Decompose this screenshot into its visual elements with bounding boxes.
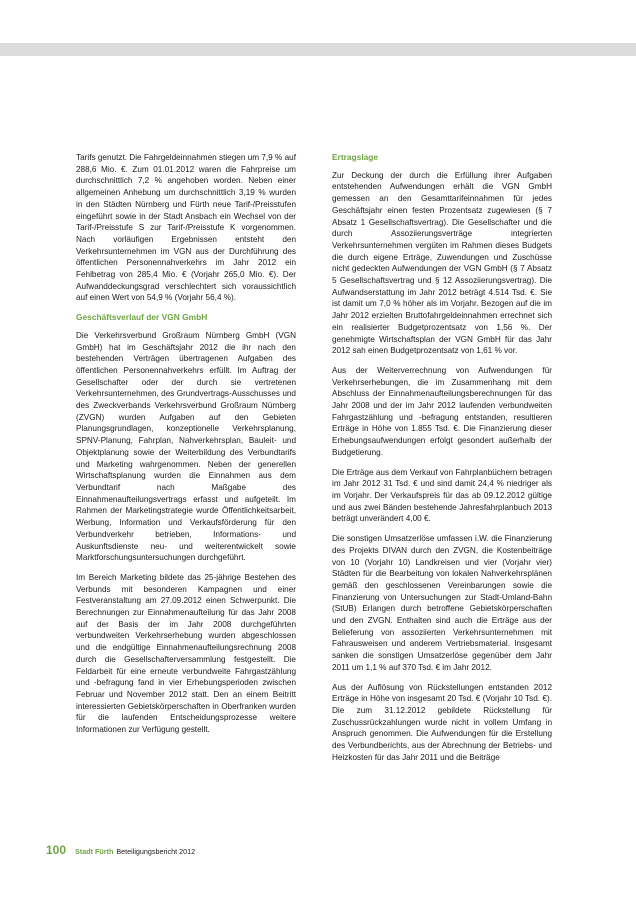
page-footer [46, 843, 195, 857]
body-paragraph: Die Erträge aus dem Verkauf von Fahrplanbüchern betragen im Jahr 2012 31 Tsd. € und sind damit 24,4 % niedriger als im Vorjahr. Der Verkaufspreis für das ab 09.12.2012 gültige und aus zwei Bänden bestehende Jahresfahrplanbuch 2013 beträgt unverändert 4,00 €. [332, 467, 552, 524]
right-column [332, 152, 552, 771]
left-column [76, 152, 296, 744]
page-number: 100 [46, 843, 67, 857]
footer-report-title: Beteiligungsbericht 2012 [116, 847, 196, 856]
footer-city: Stadt Fürth [75, 847, 114, 856]
header-band [0, 43, 636, 56]
section-heading-geschaeftsverlauf: Geschäftsverlauf der VGN GmbH [76, 312, 208, 323]
body-paragraph: Die sonstigen Umsatzerlöse umfassen i.W. die Finanzierung des Projekts DIVAN durch den ZVGN, die Kostenbeiträge von 10 (Vorjahr 10) Landkreisen und vier (Vorjahr vier) Städten für die Bearbeitung von lokalen Nahverkehrsplänen gemäß den geschlossenen Vereinbarungen sowie die Finanzierung von Untersuchungen zur Stadt-Umland-Bahn (StUB) Erlangen durch betroffene Gebietskörperschaften und den ZVGN. Enthalten sind auch die Erträge aus der Belieferung von assoziierten Verkehrsunternehmen mit Fahrausweisen und anderem Vertriebsmaterial. Insgesamt sanken die sonstigen Umsatzerlöse gegenüber dem Jahr 2011 um 1,1 % auf 370 Tsd. € im Jahr 2012. [332, 534, 552, 672]
body-paragraph: Die Verkehrsverbund Großraum Nürnberg GmbH (VGN GmbH) hat im Geschäftsjahr 2012 die ihr nach den bestehenden Verträgen übertragenen Aufgaben des öffentlichen Personennahverkehrs erfüllt. Im Auftrag der Gesellschafter oder der durch sie vertretenen Verkehrsunternehmen, des Grundvertrags-Ausschusses und des Zweckverbands Verkehrsverbund Großraum Nürnberg (ZVGN) wurden Aufgaben auf den Gebieten Planungsgrundlagen, konzeptionelle Verkehrsplanung, SPNV-Planung, Fahrplan, Nahverkehrsplan, Bauleit- und Objektplanung sowie der Weiterbildung des Verbundtarifs und Marketing wahrgenommen. Neben der generellen Wirtschaftsplanung wurden die Einnahmen aus dem Verbundtarif nach Maßgabe des Einnahmenaufteilungsvertrags erfasst und aufgeteilt. Im Rahmen der Marketingstrategie wurde Öffentlichkeitsarbeit, Werbung, Information und Verkaufsförderung für den Verbundverkehr betrieben, Informations- und Auskunftsdienste neu- und weiterentwickelt sowie Marktforschungsuntersuchungen durchgeführt. [76, 330, 296, 563]
body-paragraph: Aus der Weiterverrechnung von Aufwendungen für Verkehrserhebungen, die im Zusammenhang mit dem Abschluss der Einnahmenaufteilungsberechnungen für das Jahr 2008 und der im Jahr 2012 laufenden verbundweiten Fahrgastzählung und -befragung entstanden, resultieren Erträge in Höhe von 1.855 Tsd. €. Die Finanzierung dieser Erhebungsaufwendungen erfolgt gesondert außerhalb der Budgetierung. [332, 365, 552, 457]
body-paragraph: Zur Deckung der durch die Erfüllung ihrer Aufgaben entstehenden Aufwendungen erhält die VGN GmbH gemessen an den Gesamttarifeinnahmen für jedes Geschäftsjahr einen festen Prozentsatz zugewiesen (§ 7 Absatz 1 Gesellschaftsvertrag). Die Gesellschafter und die durch Assoziierungsverträge integrierten Verkehrsunternehmen vergüten im Rahmen dieses Budgets die durch eigene Erträge, Zuwendungen und Zuschüsse nicht gedeckten Aufwendungen der VGN GmbH (§ 7 Absatz 5 Gesellschaftsvertrag und § 12 Assoziierungsvertrag). Die Aufwandserstattung im Jahr 2012 beträgt 4.514 Tsd. €. Sie ist damit um 7,0 % höher als im Vorjahr. Bezogen auf die im Jahr 2012 erzielten Bruttofahrgeldeinnahmen errechnet sich ein realisierter Budgetprozentsatz von 1,56 %. Der genehmigte Wirtschaftsplan der VGN GmbH für das Jahr 2012 sah einen Budgetprozentsatz von 1,61 % vor. [332, 170, 552, 356]
body-paragraph: Im Bereich Marketing bildete das 25-jährige Bestehen des Verbunds mit besonderen Kampagnen und einer Festveranstaltung am 27.09.2012 einen Schwerpunkt. Die Berechnungen zur Einnahmenaufteilung für das Jahr 2008 auf der Basis der im Jahr 2008 durchgeführten verbundweiten Verkehrserhebung wurden abgeschlossen und die endgültige Einnahmenaufteilungsrechnung 2008 durch die Gesellschafterversammlung festgestellt. Die Feldarbeit für eine erneute verbundweite Fahrgastzählung und -befragung fand in vier Erhebungsperioden zwischen Februar und November 2012 statt. Den an einem Beitritt interessierten Gebietskörperschaften in Oberfranken wurden für die laufenden Entscheidungsprozesse weitere Informationen zur Verfügung gestellt. [76, 572, 296, 735]
intro-paragraph: Tarifs genutzt. Die Fahrgeldeinnahmen stiegen um 7,9 % auf 288,6 Mio. €. Zum 01.01.2012 waren die Fahrpreise um durchschnittlich 7,2 % angehoben worden. Neben einer allgemeinen Anhebung um durchschnittlich 3,19 % wurden in den Städten Nürnberg und Fürth neue Tarif-/Preisstufen eingeführt sowie in der Stadt Ansbach ein Wechsel von der Tarif-/Preisstufe S zur Tarif-/Preisstufe K vorgenommen. Nach vorläufigen Ergebnissen entsteht den Verkehrsunternehmen im VGN aus der Durchführung des öffentlichen Personennahverkehrs im Jahr 2012 ein Fehlbetrag von 285,4 Mio. € (Vorjahr 265,0 Mio. €). Der Aufwanddeckungsgrad verschlechtert sich voraussichtlich auf einen Wert von 54,9 % (Vorjahr 56,4 %). [76, 153, 296, 303]
body-paragraph: Aus der Auflösung von Rückstellungen entstanden 2012 Erträge in Höhe von insgesamt 20 Tsd. € (Vorjahr 10 Tsd. €). Die zum 31.12.2012 gebildete Rückstellung für Zuschussrückzahlungen wurde nicht in vollem Umfang in Anspruch genommen. Die Aufwendungen für die Erstellung des Verbundberichts, aus der Abrechnung der Betriebs- und Heizkosten für das Jahr 2011 und die Beiträge [332, 682, 552, 762]
section-heading-ertragslage: Ertragslage [332, 152, 379, 162]
